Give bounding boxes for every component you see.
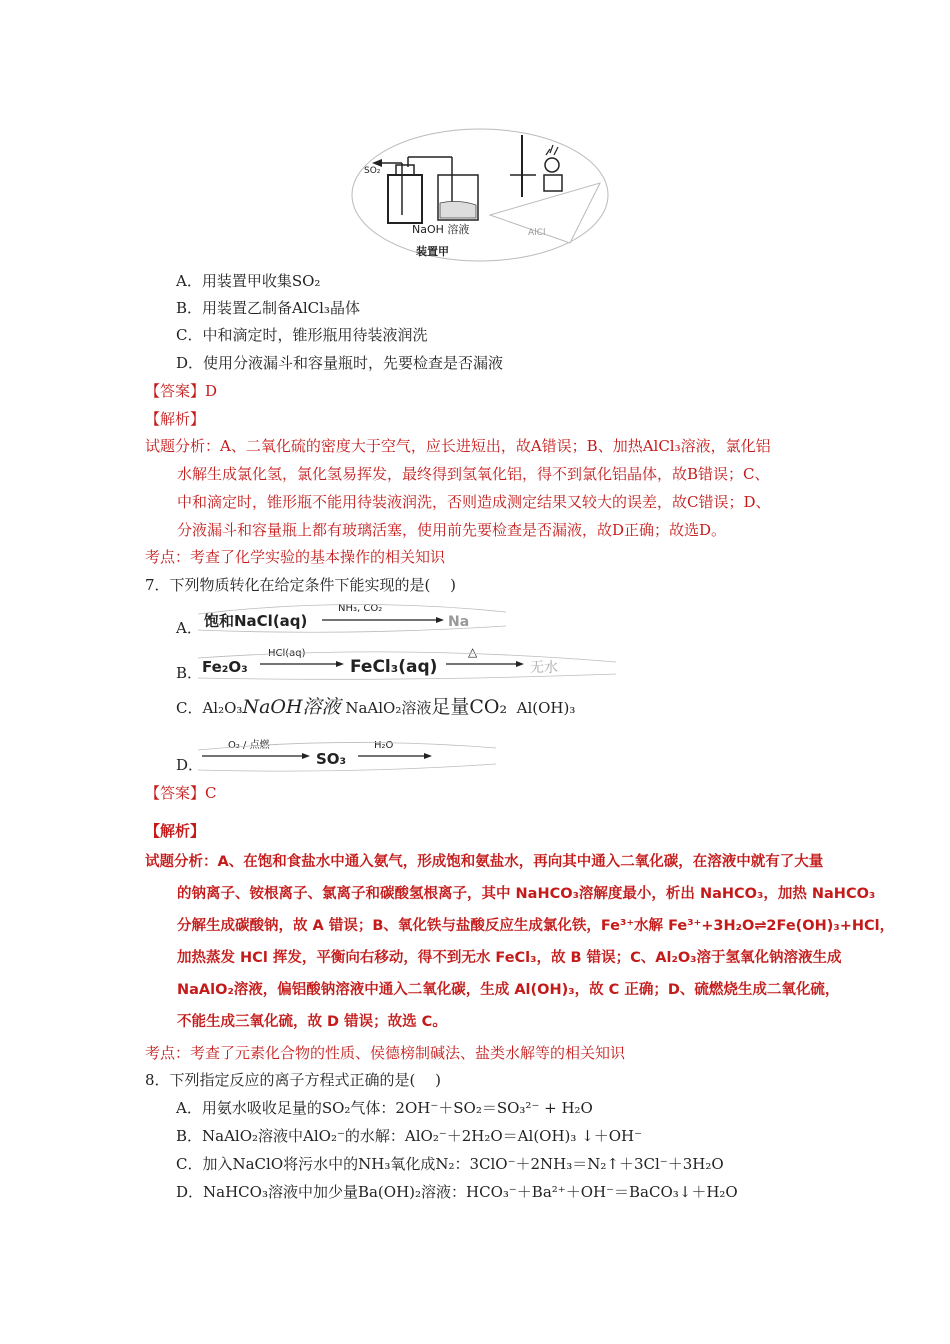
q7-analysis-line: 不能生成三氧化硫，故 D 错误；故选 C。 xyxy=(177,1014,447,1030)
q6-option-b: B．用装置乙制备AlCl₃晶体 xyxy=(176,299,360,317)
q6-kaodian: 考点：考查了化学实验的基本操作的相关知识 xyxy=(145,548,446,566)
q7-b-cond1: HCl(aq) xyxy=(268,648,306,659)
q8-option-b: B．NaAlO₂溶液中AlO₂⁻的水解：AlO₂⁻＋2H₂O＝Al(OH)₃ ↓＋OH⁻ xyxy=(176,1127,643,1145)
q7-option-c xyxy=(176,696,575,719)
q7-a-start: 饱和NaCl(aq) xyxy=(204,612,308,630)
q6-answer-label: 【答案】 xyxy=(145,382,206,400)
q7-c-start: C．Al₂O₃ xyxy=(176,699,243,717)
q6-answer xyxy=(145,380,217,402)
label-device: 装置甲 xyxy=(416,245,449,258)
q7-analysis-line: NaAlO₂溶液，偏铝酸钠溶液中通入二氧化碳，生成 Al(OH)₃，故 C 正确；D、硫燃烧生成二氧化硫， xyxy=(177,982,840,998)
q7-c-cond2: 足量CO₂ xyxy=(431,696,508,718)
q7-d-cond2: H₂O xyxy=(374,740,394,751)
q8-option-d: D．NaHCO₃溶液中加少量Ba(OH)₂溶液：HCO₃⁻＋Ba²⁺＋OH⁻＝BaCO₃↓＋H₂O xyxy=(176,1183,738,1201)
q7-analysis xyxy=(145,846,925,1038)
q6-analysis-line: 分液漏斗和容量瓶上都有玻璃活塞，使用前先要检查是否漏液，故D正确；故选D。 xyxy=(177,521,727,539)
q8-option-a: A．用氨水吸收足量的SO₂气体：2OH⁻＋SO₂＝SO₃²⁻ + H₂O xyxy=(176,1099,593,1117)
q7-b-mid: FeCl₃(aq) xyxy=(350,657,438,677)
q6-option-c: C．中和滴定时，锥形瓶用待装液润洗 xyxy=(176,326,428,344)
q6-analysis-line: 中和滴定时，锥形瓶不能用待装液润洗，否则造成测定结果又较大的误差，故C错误；D、 xyxy=(177,493,771,511)
q7-analysis-line: 加热蒸发 HCl 挥发，平衡向右移动，得不到无水 FeCl₃，故 B 错误；C、Al₂O₃溶于氢氧化钠溶液生成 xyxy=(177,950,842,966)
apparatus-figure xyxy=(350,125,610,265)
q8-stem: 8．下列指定反应的离子方程式正确的是( ) xyxy=(145,1071,442,1089)
q7-option-a-letter: A． xyxy=(176,619,202,637)
q7-option-d-equation xyxy=(198,734,498,774)
q7-c-end: Al(OH)₃ xyxy=(516,699,576,717)
q7-d-mid: SO₃ xyxy=(316,750,347,768)
q6-analysis-line: 试题分析：A、二氧化硫的密度大于空气，应长进短出，故A错误；B、加热AlCl₃溶液，氯化铝 xyxy=(145,437,771,455)
q7-analysis-line: 试题分析：A、在饱和食盐水中通入氨气，形成饱和氨盐水，再向其中通入二氧化碳，在溶液中就有了大量 xyxy=(145,854,824,870)
q8-option-c: C．加入NaClO将污水中的NH₃氧化成N₂：3ClO⁻＋2NH₃＝N₂↑＋3Cl⁻＋3H₂O xyxy=(176,1155,724,1173)
q6-analysis-label: 【解析】 xyxy=(145,410,206,428)
q7-b-cond2: △ xyxy=(468,645,478,659)
q7-c-mid: NaAlO₂溶液 xyxy=(345,699,432,717)
label-alcl: AlCl xyxy=(528,228,546,238)
q7-b-start: Fe₂O₃ xyxy=(202,658,248,676)
q6-answer-value: D xyxy=(205,382,218,400)
q7-d-cond1: O₂ / 点燃 xyxy=(228,740,270,751)
q6-analysis-line: 水解生成氯化氢，氯化氢易挥发，最终得到氢氧化铝，得不到氯化铝晶体，故B错误；C、 xyxy=(177,465,770,483)
q7-answer-value: C xyxy=(205,784,217,802)
label-naoh: NaOH 溶液 xyxy=(412,223,470,236)
q7-b-end: 无水 xyxy=(530,660,558,676)
q7-kaodian: 考点：考查了元素化合物的性质、侯德榜制碱法、盐类水解等的相关知识 xyxy=(145,1044,626,1062)
q7-option-d-letter: D． xyxy=(176,756,204,774)
q7-analysis-line: 分解生成碳酸钠，故 A 错误；B、氧化铁与盐酸反应生成氯化铁，Fe³⁺水解 Fe³⁺+3H₂O⇌2Fe(OH)₃+HCl， xyxy=(177,918,895,934)
q6-option-d: D．使用分液漏斗和容量瓶时，先要检查是否漏液 xyxy=(176,354,504,372)
label-so2: SO₂ xyxy=(364,166,381,176)
q7-c-cond1: NaOH溶液 xyxy=(242,696,341,718)
q7-a-cond: NH₃, CO₂ xyxy=(338,603,383,614)
q7-option-b-letter: B． xyxy=(176,664,203,682)
q6-analysis xyxy=(145,432,825,544)
q6-option-a: A．用装置甲收集SO₂ xyxy=(176,272,321,290)
q7-option-b-equation xyxy=(198,640,618,682)
q7-stem: 7．下列物质转化在给定条件下能实现的是( ) xyxy=(145,576,457,594)
q7-answer xyxy=(145,782,217,804)
q7-analysis-line: 的钠离子、铵根离子、氯离子和碳酸氢根离子，其中 NaHCO₃溶解度最小，析出 NaHCO₃，加热 NaHCO₃ xyxy=(177,886,876,902)
q7-option-a-equation xyxy=(198,600,508,634)
q7-analysis-label: 【解析】 xyxy=(145,822,206,840)
q7-a-end: Na xyxy=(448,614,470,630)
q7-answer-label: 【答案】 xyxy=(145,784,206,802)
